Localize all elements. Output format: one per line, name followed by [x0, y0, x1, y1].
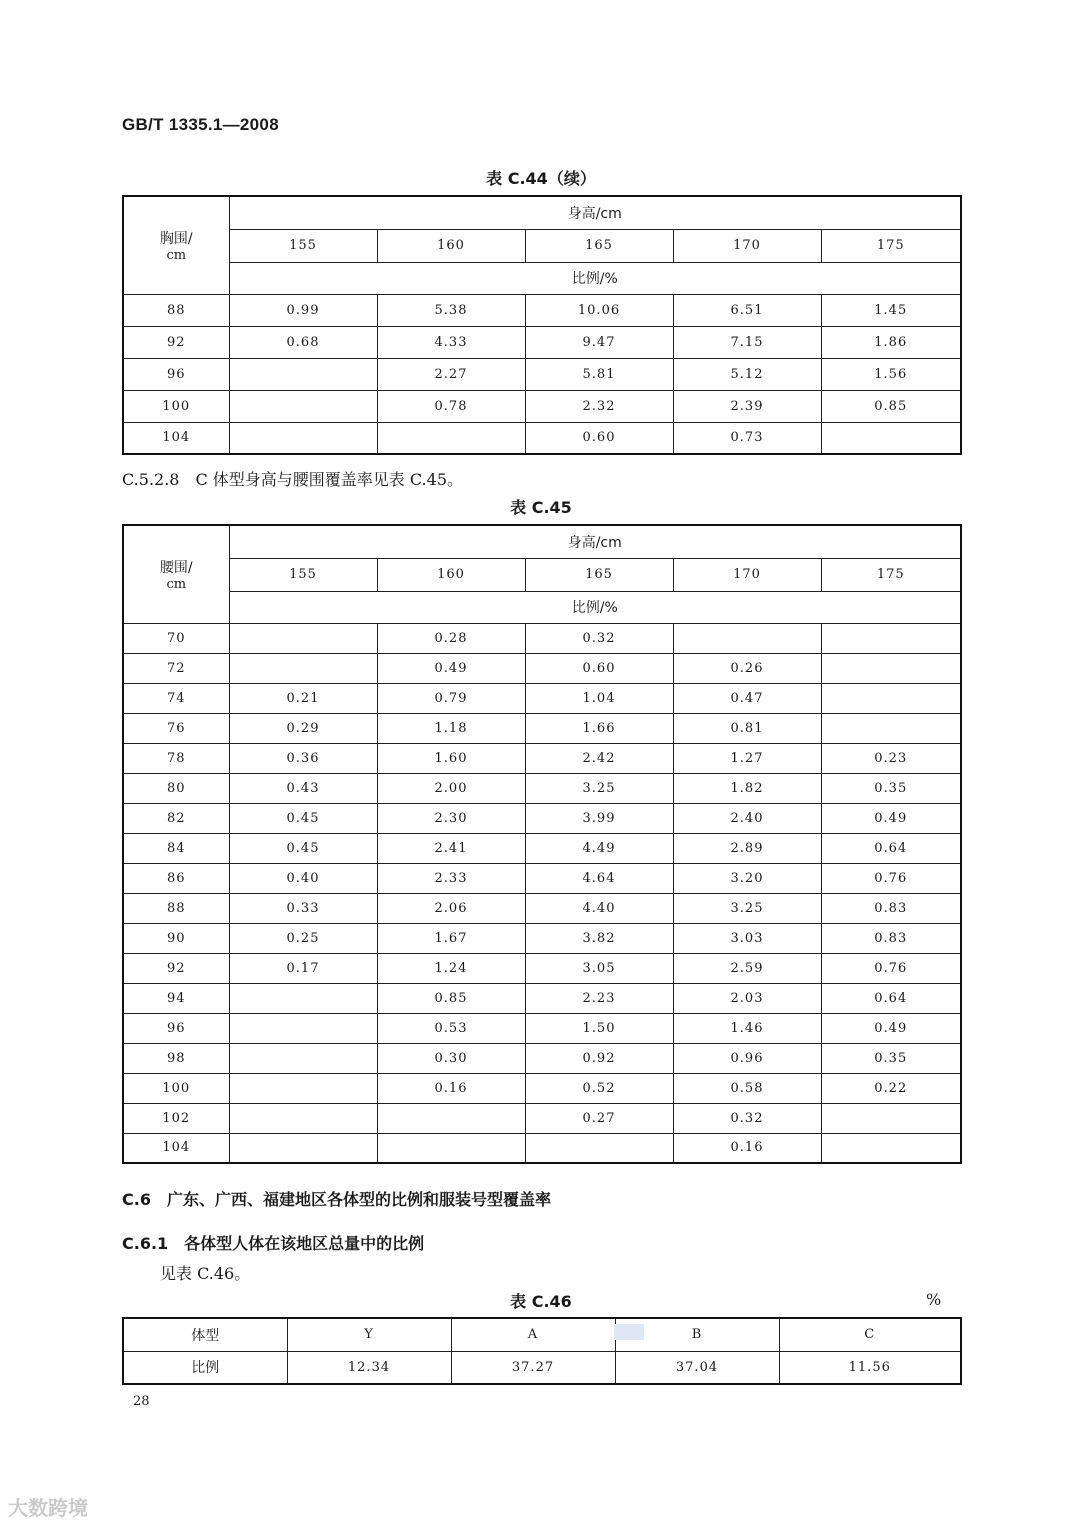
table45-row: [123, 773, 961, 803]
standard-code: GB/T 1335.1—2008: [122, 115, 279, 134]
table44-row-key: 100: [123, 390, 229, 422]
table45-cell: 3.20: [673, 863, 821, 893]
table45-cell: 0.23: [821, 743, 961, 773]
table45-height-170: 170: [673, 558, 821, 591]
table46-header-b: B: [615, 1318, 779, 1351]
table46-value-y: 12.34: [287, 1351, 451, 1384]
table45-cell: 0.76: [821, 863, 961, 893]
table45-cell: [229, 983, 377, 1013]
table45-cell: 2.59: [673, 953, 821, 983]
table45-cell: [821, 623, 961, 653]
table45-cell: 1.18: [377, 713, 525, 743]
table45-cell: [377, 1133, 525, 1163]
table44-cell: 9.47: [525, 326, 673, 358]
table44-ratio-label: 比例/%: [229, 262, 961, 294]
table45-row: [123, 953, 961, 983]
table45-row-header: [123, 525, 229, 623]
table45-row: [123, 1013, 961, 1043]
table45-cell: 0.25: [229, 923, 377, 953]
table45-row: [123, 1133, 961, 1163]
table45-cell: 0.81: [673, 713, 821, 743]
table46-header-y: Y: [287, 1318, 451, 1351]
table44-cell: 1.86: [821, 326, 961, 358]
table45-row: [123, 653, 961, 683]
table45: [122, 524, 962, 1164]
table45-cell: [229, 623, 377, 653]
table45-row-key: 84: [123, 833, 229, 863]
table45-cell: 0.85: [377, 983, 525, 1013]
table45-row: [123, 713, 961, 743]
table44-cell: 0.73: [673, 422, 821, 454]
table45-cell: 0.64: [821, 833, 961, 863]
table44-cell: 2.32: [525, 390, 673, 422]
table45-cell: 1.27: [673, 743, 821, 773]
table45-row-key: 100: [123, 1073, 229, 1103]
table45-cell: 0.47: [673, 683, 821, 713]
table44-height-175: 175: [821, 229, 961, 262]
table45-row: [123, 983, 961, 1013]
table45-cell: 3.25: [673, 893, 821, 923]
table44-row-header-line1: 胸围/: [159, 230, 193, 247]
table44-row-key: 88: [123, 294, 229, 326]
table45-cell: [821, 1133, 961, 1163]
table45-cell: 0.49: [821, 1013, 961, 1043]
table45-cell: 2.00: [377, 773, 525, 803]
table45-cell: 0.27: [525, 1103, 673, 1133]
table45-row-key: 72: [123, 653, 229, 683]
table45-height-label: 身高/cm: [229, 525, 961, 558]
table45-cell: 0.35: [821, 773, 961, 803]
para-see-c46: 见表 C.46。: [160, 1264, 251, 1283]
table45-cell: 3.05: [525, 953, 673, 983]
table45-cell: 1.66: [525, 713, 673, 743]
table45-cell: 1.24: [377, 953, 525, 983]
watermark-stamp-icon: [614, 1324, 644, 1340]
heading-c61: C.6.1 各体型人体在该地区总量中的比例: [122, 1234, 425, 1253]
table45-cell: 0.16: [673, 1133, 821, 1163]
table45-cell: 0.35: [821, 1043, 961, 1073]
table45-height-165: 165: [525, 558, 673, 591]
table45-cell: 2.33: [377, 863, 525, 893]
table44-cell: 5.12: [673, 358, 821, 390]
table44-row-key: 96: [123, 358, 229, 390]
table45-cell: 0.79: [377, 683, 525, 713]
table45-cell: 0.43: [229, 773, 377, 803]
table45-cell: 0.33: [229, 893, 377, 923]
table45-row-key: 78: [123, 743, 229, 773]
table45-cell: [821, 1103, 961, 1133]
table45-row-key: 96: [123, 1013, 229, 1043]
table45-cell: [229, 1073, 377, 1103]
table45-cell: 2.23: [525, 983, 673, 1013]
table45-cell: 3.03: [673, 923, 821, 953]
table45-row-key: 94: [123, 983, 229, 1013]
table45-cell: 4.40: [525, 893, 673, 923]
table44-row: [123, 326, 961, 358]
table45-cell: [229, 653, 377, 683]
table45-cell: 0.64: [821, 983, 961, 1013]
table45-row-key: 70: [123, 623, 229, 653]
table44-row-key: 104: [123, 422, 229, 454]
table44-cell: 0.68: [229, 326, 377, 358]
table45-row-key: 86: [123, 863, 229, 893]
table45-cell: 0.52: [525, 1073, 673, 1103]
table45-cell: 0.49: [377, 653, 525, 683]
table44-cell: [821, 422, 961, 454]
table46-value-b: 37.04: [615, 1351, 779, 1384]
table45-row-key: 76: [123, 713, 229, 743]
table45-cell: 0.45: [229, 803, 377, 833]
table45-cell: 0.76: [821, 953, 961, 983]
table45-row-key: 102: [123, 1103, 229, 1133]
table45-row: [123, 893, 961, 923]
table45-row: [123, 923, 961, 953]
table45-cell: 3.99: [525, 803, 673, 833]
table45-cell: 0.16: [377, 1073, 525, 1103]
table45-row-header-line1: 腰围/: [159, 559, 193, 576]
table44-cell: 7.15: [673, 326, 821, 358]
table45-cell: 0.30: [377, 1043, 525, 1073]
table45-cell: 2.41: [377, 833, 525, 863]
table44-cell: [229, 390, 377, 422]
table45-cell: 0.96: [673, 1043, 821, 1073]
table44-height-160: 160: [377, 229, 525, 262]
table45-cell: [229, 1013, 377, 1043]
table45-cell: 2.03: [673, 983, 821, 1013]
table45-cell: 0.83: [821, 893, 961, 923]
table46-value-a: 37.27: [451, 1351, 615, 1384]
table44-height-155: 155: [229, 229, 377, 262]
table45-cell: [229, 1133, 377, 1163]
table45-cell: 1.67: [377, 923, 525, 953]
table45-row-key: 90: [123, 923, 229, 953]
table45-cell: 0.60: [525, 653, 673, 683]
table45-cell: 0.32: [673, 1103, 821, 1133]
table44-cell: 0.85: [821, 390, 961, 422]
table45-cell: 1.82: [673, 773, 821, 803]
table44-cell: 0.78: [377, 390, 525, 422]
table46-header-type: 体型: [123, 1318, 287, 1351]
table45-cell: 2.89: [673, 833, 821, 863]
table44-cell: 5.38: [377, 294, 525, 326]
table46-row-label: 比例: [123, 1351, 287, 1384]
table44-cell: 1.45: [821, 294, 961, 326]
table45-cell: [821, 683, 961, 713]
heading-c6: C.6 广东、广西、福建地区各体型的比例和服装号型覆盖率: [122, 1190, 551, 1209]
table45-cell: 0.28: [377, 623, 525, 653]
table46-header-c: C: [779, 1318, 961, 1351]
table45-cell: 0.21: [229, 683, 377, 713]
table45-cell: 0.58: [673, 1073, 821, 1103]
table45-cell: [821, 713, 961, 743]
table44-row-key: 92: [123, 326, 229, 358]
table45-row: [123, 803, 961, 833]
table45-cell: [377, 1103, 525, 1133]
table45-cell: 0.32: [525, 623, 673, 653]
table44-cell: 2.39: [673, 390, 821, 422]
table44-cell: 5.81: [525, 358, 673, 390]
table44-height-165: 165: [525, 229, 673, 262]
table44-row: [123, 294, 961, 326]
table44-height-170: 170: [673, 229, 821, 262]
table45-height-160: 160: [377, 558, 525, 591]
table45-cell: 3.25: [525, 773, 673, 803]
table45-row: [123, 743, 961, 773]
table44-cell: 6.51: [673, 294, 821, 326]
table45-row-key: 82: [123, 803, 229, 833]
table45-row-key: 92: [123, 953, 229, 983]
table45-row-key: 104: [123, 1133, 229, 1163]
table45-cell: 4.49: [525, 833, 673, 863]
table45-height-175: 175: [821, 558, 961, 591]
table46: [122, 1317, 962, 1385]
table45-cell: [673, 623, 821, 653]
table45-ratio-label: 比例/%: [229, 591, 961, 623]
table45-row: [123, 833, 961, 863]
table44-row-header: [123, 196, 229, 294]
table45-cell: 0.92: [525, 1043, 673, 1073]
table44-cell: [229, 358, 377, 390]
table45-row: [123, 1043, 961, 1073]
table45-row: [123, 623, 961, 653]
table45-cell: 2.06: [377, 893, 525, 923]
table45-caption: 表 C.45: [510, 498, 572, 517]
table45-cell: 0.36: [229, 743, 377, 773]
table44-row-header-line2: cm: [166, 247, 187, 263]
watermark-logo: 大数跨境: [8, 1496, 88, 1520]
table45-row: [123, 1103, 961, 1133]
table45-cell: 1.04: [525, 683, 673, 713]
table45-row: [123, 1073, 961, 1103]
table45-row: [123, 683, 961, 713]
table44-cell: 0.99: [229, 294, 377, 326]
table45-cell: 0.49: [821, 803, 961, 833]
table45-cell: 0.29: [229, 713, 377, 743]
table45-row-key: 98: [123, 1043, 229, 1073]
table44-row: [123, 390, 961, 422]
table45-height-155: 155: [229, 558, 377, 591]
table45-cell: 0.26: [673, 653, 821, 683]
table45-cell: 2.40: [673, 803, 821, 833]
table44-cell: 0.60: [525, 422, 673, 454]
table45-row-key: 80: [123, 773, 229, 803]
table45-row-header-line2: cm: [166, 576, 187, 592]
table45-cell: 1.60: [377, 743, 525, 773]
table45-cell: 0.22: [821, 1073, 961, 1103]
table44-cell: 4.33: [377, 326, 525, 358]
table45-cell: [821, 653, 961, 683]
table45-cell: 0.45: [229, 833, 377, 863]
table46-unit: %: [926, 1290, 942, 1309]
table45-cell: 1.46: [673, 1013, 821, 1043]
table44-cell: 1.56: [821, 358, 961, 390]
table45-cell: 3.82: [525, 923, 673, 953]
table44-cell: 10.06: [525, 294, 673, 326]
table45-cell: 0.53: [377, 1013, 525, 1043]
table44-row: [123, 422, 961, 454]
page-number: 28: [133, 1394, 150, 1409]
table46-header-a: A: [451, 1318, 615, 1351]
table45-cell: 2.42: [525, 743, 673, 773]
table45-cell: [525, 1133, 673, 1163]
table45-cell: 0.40: [229, 863, 377, 893]
table45-cell: [229, 1103, 377, 1133]
table45-cell: 0.83: [821, 923, 961, 953]
table45-row-key: 74: [123, 683, 229, 713]
table46-value-c: 11.56: [779, 1351, 961, 1384]
table45-cell: 2.30: [377, 803, 525, 833]
table44-height-label: 身高/cm: [229, 196, 961, 229]
table46-caption: 表 C.46: [510, 1292, 572, 1311]
para-c528: C.5.2.8 C 体型身高与腰围覆盖率见表 C.45。: [122, 470, 464, 489]
table44-cell: [229, 422, 377, 454]
table44: [122, 195, 962, 455]
table45-cell: [229, 1043, 377, 1073]
table45-cell: 4.64: [525, 863, 673, 893]
table44-row: [123, 358, 961, 390]
table45-cell: 1.50: [525, 1013, 673, 1043]
table45-row-key: 88: [123, 893, 229, 923]
table44-caption: 表 C.44（续）: [486, 169, 596, 188]
table45-row: [123, 863, 961, 893]
table44-cell: 2.27: [377, 358, 525, 390]
table44-cell: [377, 422, 525, 454]
table45-cell: 0.17: [229, 953, 377, 983]
